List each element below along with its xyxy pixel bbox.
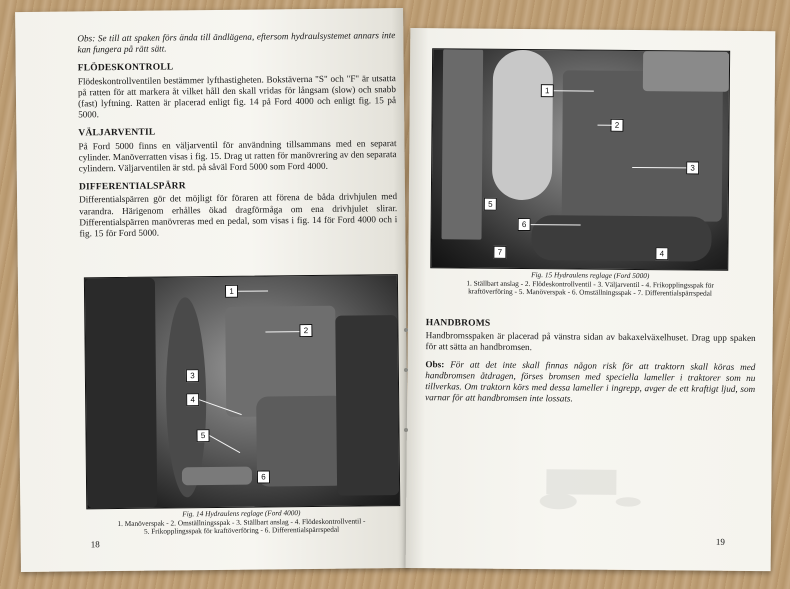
fig14-callout-3: 3 [186,369,199,382]
figure-15-legend-line-1: 1. Ställbart anslag - 2. Flödeskontrollventil - 3. Väljarventil - 4. Frikopplingsspak för [466,278,714,290]
section-body-flodeskontroll: Flödeskontrollventilen bestämmer lyfthastigheten. Bokstäverna "S" och "F" är utsatta på ratten för att markera åt vilket håll den skall vridas för långsam (slow) och snabb (fast) lyftning. Ratten är placerad enligt fig. 14 på Ford 4000 och enligt fig. 15 på 5000. [77,72,397,120]
fig14-callout-2: 2 [299,324,312,337]
fig14-callout-6: 6 [257,470,270,483]
fig15-callout-2: 2 [610,119,623,132]
figure-14-legend-line-1: 1. Manöverspak - 2. Omställningsspak - 3. Ställbart anslag - 4. Flödeskontrollventil - [117,516,366,528]
section-body-differentialsparr: Differentialspärren gör det möjligt för föraren att förena de båda drivhjulen med varandra. Härigenom erhålles ökad dragförmåga om ena drivhjulet slirar. Differentialspärren manövreras med en pedal, som visas i fig. 14 för Ford 4000 och i fig. 15 för Ford 5000. [79,191,398,239]
figure-15-caption [422,270,758,299]
show-through-tractor-image [516,459,657,520]
fig15-callout-6: 6 [518,218,531,231]
staple-hole-bottom [404,428,408,432]
section-body-valjarventil: På Ford 5000 finns en väljarventil för användning tillsammans med en separat cylinder. Manöverratten visas i fig. 15. Drag ut ratten för manövrering av den separata cylindern. Väljarventilen är std. på såväl Ford 5000 som Ford 4000. [78,137,397,174]
figure-14-title: Fig. 14 Hydraulens reglage (Ford 4000) [182,508,301,519]
left-page-text-column [77,30,397,244]
staple-hole-middle [404,368,408,372]
section-heading-flodeskontroll: FLÖDESKONTROLL [77,62,174,74]
figure-15-title: Fig. 15 Hydraulens reglage (Ford 5000) [531,270,650,281]
left-page [15,8,409,572]
fig14-callout-5: 5 [196,429,209,442]
right-page-text-column [425,318,756,410]
fig15-callout-3: 3 [686,161,699,174]
section-body-handbroms: Handbromsspaken är placerad på vänstra sidan av bakaxelväxelhuset. Drag upp spaken för att sätta an handbromsen. [425,330,756,353]
section-heading-handbroms: HANDBROMS [425,318,491,329]
fig15-callout-7: 7 [493,246,506,259]
fig14-callout-1: 1 [225,285,238,298]
note-text: För att det inte skall finnas någon risk för att traktorn skall köras med handbromsen åtdragen, förses bromsen med speciella lameller i traktorer som nu tillverkas. Om traktorn körs med dessa lameller i ingrepp, avger de ett kraftigt ljud, som varnar för att handbromsen inte lossats. [425,358,756,404]
fig15-callout-5: 5 [484,198,497,211]
right-page [406,28,776,571]
section-heading-differentialsparr: DIFFERENTIALSPÄRR [78,181,186,193]
fig14-callout-4: 4 [186,393,199,406]
fig15-callout-4: 4 [655,247,668,260]
figure-15-legend-line-2: kraftöverföring - 5. Manöverspak - 6. Omställningsspak - 7. Differentialspärrspedal [468,286,713,298]
note-label: Obs: [425,358,445,369]
figure-14-photo [84,274,400,509]
staple-hole-top [404,328,408,332]
fig15-callout-1: 1 [541,84,554,97]
handbroms-note [425,359,755,407]
section-heading-valjarventil: VÄLJARVENTIL [78,128,156,139]
figure-14-caption [80,508,402,537]
figure-15-photo [430,48,730,271]
page-number-right: 19 [715,536,725,547]
figure-14-legend-line-2: 5. Frikopplingsspak för kraftöverföring - 6. Differentialspärrspedal [143,524,340,536]
open-booklet [10,8,780,578]
page-number-left: 18 [90,539,100,550]
intro-note: Obs: Se till att spaken förs ända till ändlägena, eftersom hydraulsystemet annars inte kan fungera på rätt sätt. [77,30,396,55]
